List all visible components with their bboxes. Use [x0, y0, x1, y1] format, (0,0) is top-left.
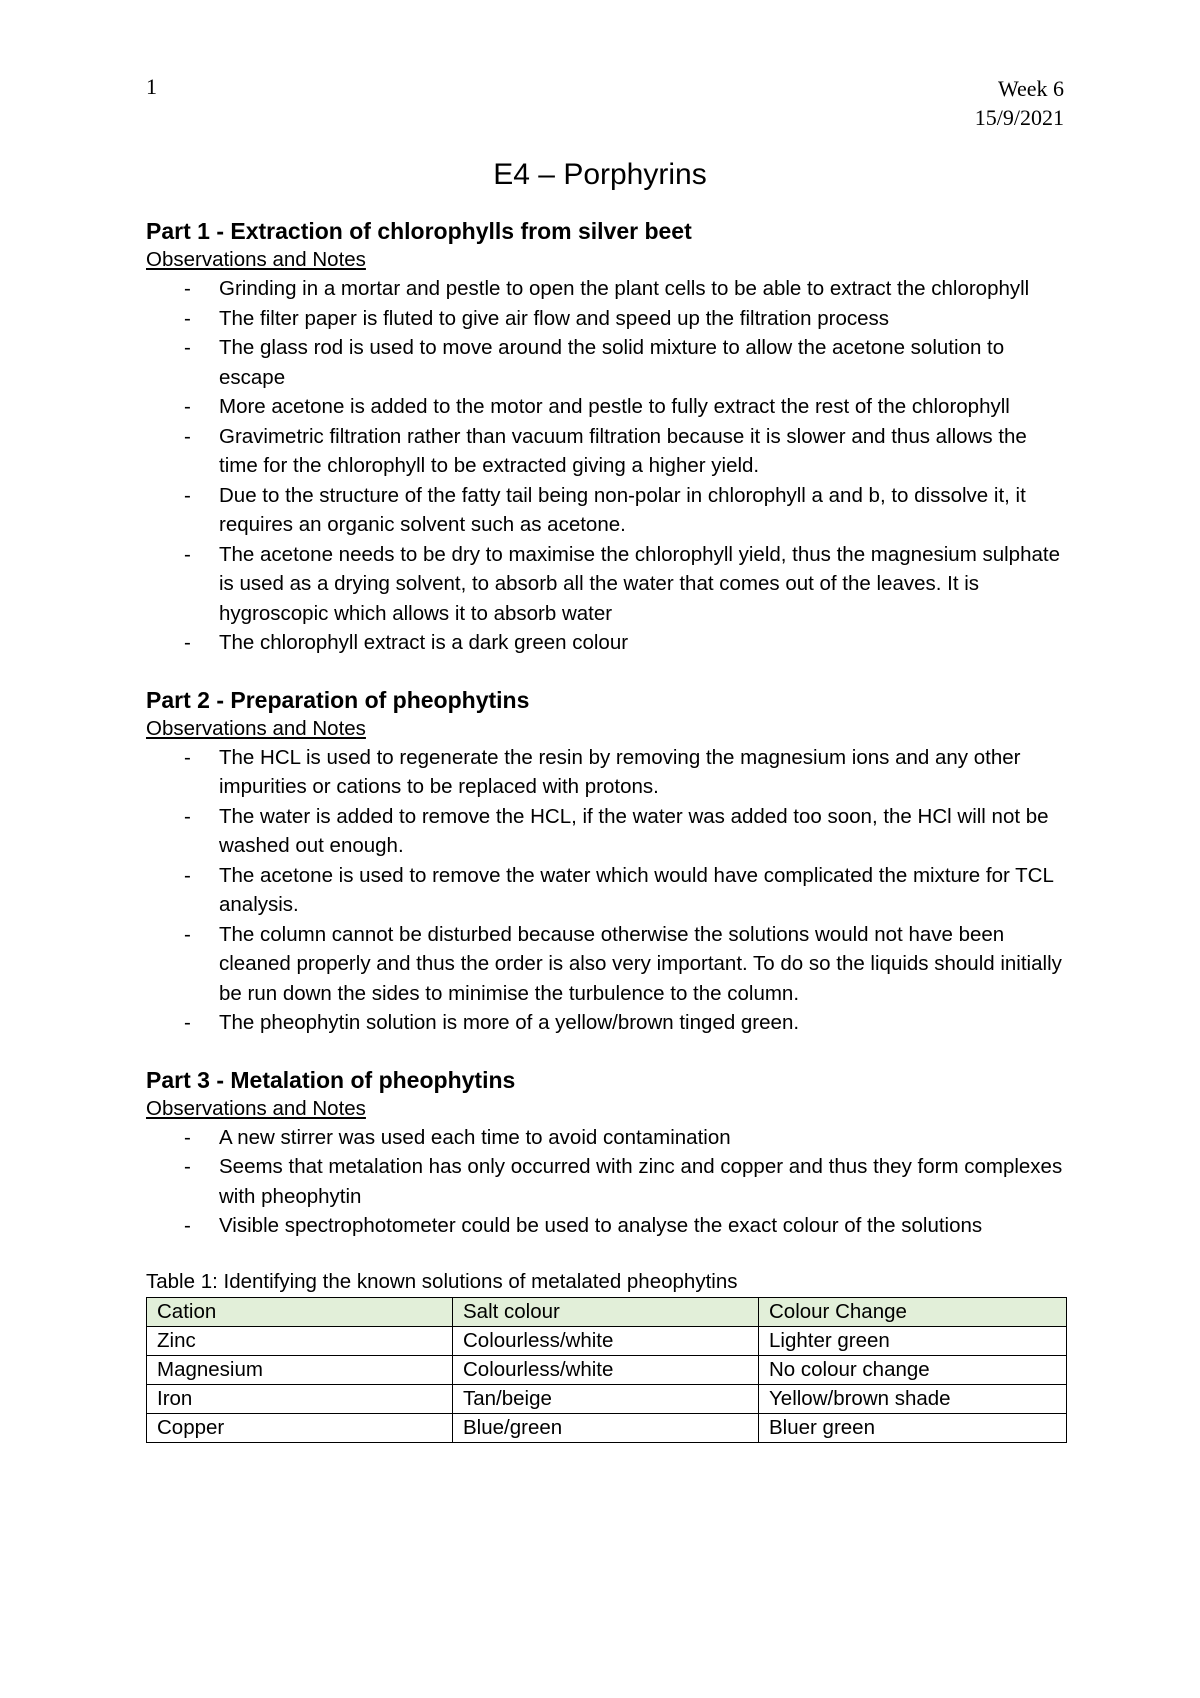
- note-item: - More acetone is added to the motor and pestle to fully extract the rest of the chlorophyll: [146, 392, 1066, 422]
- table-header-cell: Colour Change: [759, 1297, 1067, 1326]
- table-cell: Magnesium: [147, 1355, 453, 1384]
- part-3-section: [146, 1065, 1066, 1241]
- table-cell: Colourless/white: [453, 1326, 759, 1355]
- part-2-notes-list: [146, 743, 1066, 1038]
- document-title: E4 – Porphyrins: [493, 158, 707, 191]
- note-item: - Gravimetric filtration rather than vacuum filtration because it is slower and thus allows the time for the chlorophyll to be extracted giving a higher yield.: [146, 422, 1066, 481]
- part-1-heading: Part 1 - Extraction of chlorophylls from silver beet: [146, 218, 692, 244]
- note-item: - The filter paper is fluted to give air flow and speed up the filtration process: [146, 304, 1066, 334]
- note-item: - Visible spectrophotometer could be used to analyse the exact colour of the solutions: [146, 1211, 1066, 1241]
- part-3-subheading: Observations and Notes: [146, 1096, 366, 1120]
- note-item: - The acetone is used to remove the water which would have complicated the mixture for TCL analysis.: [146, 861, 1066, 920]
- table-caption: Table 1: Identifying the known solutions of metalated pheophytins: [146, 1269, 738, 1293]
- note-item: - The HCL is used to regenerate the resin by removing the magnesium ions and any other impurities or cations to be replaced with protons.: [146, 743, 1066, 802]
- note-item: - The chlorophyll extract is a dark green colour: [146, 628, 1066, 658]
- part-2-subheading: Observations and Notes: [146, 716, 366, 740]
- part-1-notes-list: [146, 274, 1066, 658]
- note-item: - The water is added to remove the HCL, if the water was added too soon, the HCl will not be washed out enough.: [146, 802, 1066, 861]
- note-item: - The glass rod is used to move around the solid mixture to allow the acetone solution to escape: [146, 333, 1066, 392]
- table-cell: Bluer green: [759, 1413, 1067, 1442]
- table-row: [147, 1326, 1067, 1355]
- part-1-section: [146, 216, 1066, 658]
- table-cell: Blue/green: [453, 1413, 759, 1442]
- table-header-cell: Cation: [147, 1297, 453, 1326]
- header-info: [975, 74, 1064, 132]
- header-date: 15/9/2021: [974, 105, 1064, 130]
- table-cell: Colourless/white: [453, 1355, 759, 1384]
- note-item: - Seems that metalation has only occurred with zinc and copper and thus they form complexes with pheophytin: [146, 1152, 1066, 1211]
- table-header-row: [147, 1297, 1067, 1326]
- note-item: - Grinding in a mortar and pestle to open the plant cells to be able to extract the chlorophyll: [146, 274, 1066, 304]
- table-cell: Tan/beige: [453, 1384, 759, 1413]
- note-item: - A new stirrer was used each time to avoid contamination: [146, 1123, 1066, 1153]
- part-1-subheading: Observations and Notes: [146, 248, 366, 271]
- table-header-cell: Salt colour: [453, 1297, 759, 1326]
- table-row: [147, 1413, 1067, 1442]
- table-cell: Yellow/brown shade: [759, 1384, 1067, 1413]
- note-item: - Due to the structure of the fatty tail being non-polar in chlorophyll a and b, to dissolve it, it requires an organic solvent such as acetone.: [146, 481, 1066, 540]
- metalation-table: [146, 1297, 1067, 1443]
- header-week: Week 6: [997, 76, 1064, 101]
- table-section: [146, 1268, 1066, 1443]
- part-2-section: [146, 685, 1066, 1038]
- page-number: 1: [146, 74, 157, 99]
- table-cell: Lighter green: [759, 1326, 1067, 1355]
- part-2-heading: Part 2 - Preparation of pheophytins: [146, 686, 530, 713]
- table-row: [147, 1384, 1067, 1413]
- note-item: - The acetone needs to be dry to maximise the chlorophyll yield, thus the magnesium sulphate is used as a drying solvent, to absorb all the water that comes out of the leaves. It is hygroscopic which allows it to absorb water: [146, 540, 1066, 629]
- table-cell: Copper: [147, 1413, 453, 1442]
- document-body: [146, 216, 1066, 1443]
- part-3-heading: Part 3 - Metalation of pheophytins: [146, 1066, 516, 1093]
- note-item: - The column cannot be disturbed because otherwise the solutions would not have been cleaned properly and thus the order is also very important. To do so the liquids should initially be run down the sides to minimise the turbulence to the column.: [146, 920, 1066, 1009]
- table-cell: Iron: [147, 1384, 453, 1413]
- table-cell: Zinc: [147, 1326, 453, 1355]
- table-cell: No colour change: [759, 1355, 1067, 1384]
- part-3-notes-list: [146, 1123, 1066, 1241]
- note-item: - The pheophytin solution is more of a yellow/brown tinged green.: [146, 1008, 1066, 1038]
- table-row: [147, 1355, 1067, 1384]
